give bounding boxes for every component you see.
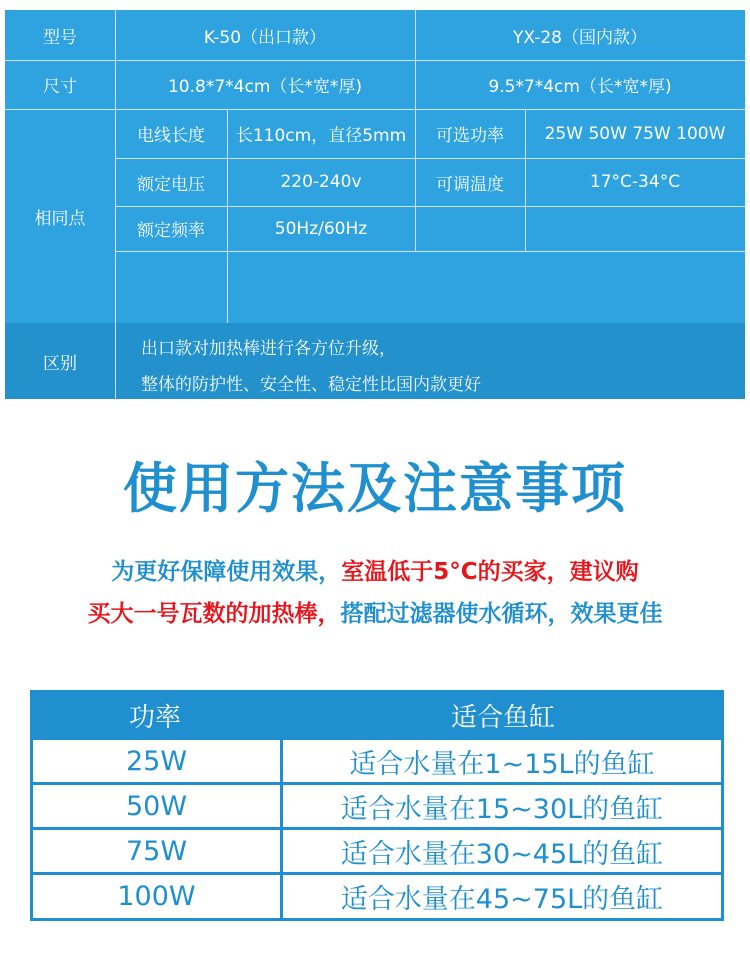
note-text-blue: 搭配过滤器使水循环，效果更佳 [340,601,663,627]
temperature-range-value: 17°C-34°C [589,172,681,192]
grid-line [115,251,745,252]
rated-frequency-label: 额定频率 [137,221,205,241]
domestic-model: YX-28（国内款） [513,27,647,48]
power-header: 功率 [128,702,181,733]
spec-comparison-table [5,10,745,399]
table-cell-power: 50W [33,785,280,827]
note-text-red: 室温低于5°C的买家，建议购 [341,559,639,585]
power-tank-table [30,690,724,921]
power-options-value: 25W 50W 75W 100W [544,123,726,144]
usage-note-line-2 [0,595,750,628]
usage-note-line-1 [0,553,750,586]
export-size: 10.8*7*4cm（长*宽*厚) [167,77,363,97]
table-cell-power: 25W [33,740,280,782]
note-text-blue: 为更好保障使用效果， [111,559,342,585]
table-cell-tank: 适合水量在1~15L的鱼缸 [283,740,721,782]
rated-voltage-label: 额定电压 [137,174,205,195]
table-cell-tank: 适合水量在15~30L的鱼缸 [283,785,721,827]
rated-frequency-value: 50Hz/60Hz [274,218,368,239]
model-label: 型号 [43,27,77,48]
size-label: 尺寸 [43,77,77,97]
table-cell-tank: 适合水量在45~75L的鱼缸 [283,875,721,918]
difference-label: 区别 [43,353,77,374]
rated-voltage-value: 220-240v [280,172,362,192]
difference-line-1: 出口款对加热棒进行各方位升级， [141,339,396,359]
table-cell-power: 100W [33,875,280,918]
cable-length-value: 长110cm，直径5mm [235,126,407,146]
table-cell-tank: 适合水量在30~45L的鱼缸 [283,830,721,872]
note-text-red: 买大一号瓦数的加热棒， [87,601,341,627]
tank-header: 适合鱼缸 [450,702,555,733]
export-model: K-50（出口款） [203,27,327,48]
usage-title: 使用方法及注意事项 [123,456,627,520]
cable-length-label: 电线长度 [137,126,205,146]
table-cell-power: 75W [33,830,280,872]
temperature-range-label: 可调温度 [436,174,504,195]
difference-line-2: 整体的防护性、安全性、稳定性比国内款更好 [141,375,481,395]
common-label: 相同点 [34,208,86,229]
domestic-size: 9.5*7*4cm（长*宽*厚) [488,77,672,97]
power-options-label: 可选功率 [436,126,504,146]
